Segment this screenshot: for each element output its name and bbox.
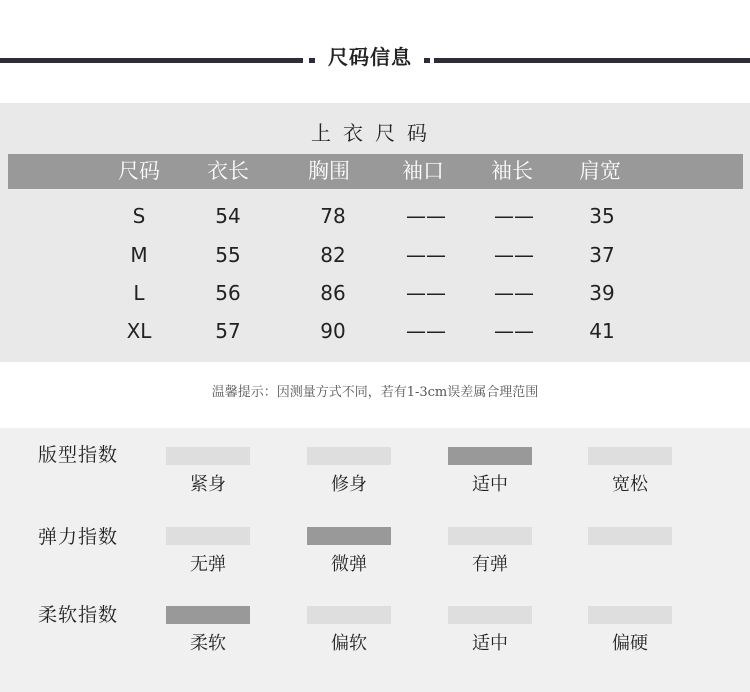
- index-label: 柔软指数: [38, 604, 119, 626]
- size-table-title: 上衣尺码: [311, 121, 439, 145]
- index-option-label: 紧身: [190, 474, 226, 495]
- header-dot-right: [424, 58, 430, 63]
- index-bar: [588, 447, 672, 465]
- measurement-tip: 温馨提示：因测量方式不同，若有1-3cm误差属合理范围: [211, 385, 539, 400]
- section-header: [0, 0, 750, 100]
- index-option: [166, 606, 250, 656]
- table-cell: S: [132, 204, 146, 228]
- table-row: [0, 314, 750, 348]
- index-option: [448, 606, 532, 656]
- header-divider-right: [434, 58, 750, 63]
- index-bar: [448, 527, 532, 545]
- index-bar: [448, 606, 532, 624]
- index-option-label: 无弹: [190, 554, 226, 575]
- table-cell: ——: [406, 243, 446, 267]
- table-cell: M: [130, 243, 148, 267]
- index-option-label: 偏硬: [612, 633, 648, 654]
- table-cell: 54: [215, 204, 241, 228]
- index-bar: [448, 447, 532, 465]
- column-header: 肩宽: [579, 159, 621, 183]
- index-option-label: 修身: [331, 474, 367, 495]
- column-header: 袖口: [402, 159, 444, 183]
- table-cell: L: [133, 281, 145, 305]
- table-cell: 55: [215, 243, 241, 267]
- header-divider-left: [0, 58, 303, 63]
- column-header: 衣长: [207, 159, 249, 183]
- section-title: 尺码信息: [328, 45, 412, 69]
- index-option: [166, 447, 250, 497]
- table-cell: 86: [320, 281, 346, 305]
- table-cell: 57: [215, 319, 241, 343]
- index-row-softness: [0, 603, 750, 683]
- table-cell: ——: [406, 319, 446, 343]
- index-option-label: 偏软: [331, 633, 367, 654]
- index-bar: [588, 527, 672, 545]
- index-option: [166, 527, 250, 577]
- index-option: [588, 447, 672, 497]
- index-bar: [307, 447, 391, 465]
- table-cell: 90: [320, 319, 346, 343]
- table-cell: 35: [589, 204, 615, 228]
- table-cell: 56: [215, 281, 241, 305]
- index-bar: [166, 527, 250, 545]
- table-cell: 41: [589, 319, 615, 343]
- column-header: 尺码: [118, 159, 160, 183]
- table-cell: 78: [320, 204, 346, 228]
- table-row: [0, 276, 750, 310]
- index-option: [307, 606, 391, 656]
- index-row-elasticity: [0, 525, 750, 605]
- index-option: [307, 447, 391, 497]
- table-cell: 82: [320, 243, 346, 267]
- table-cell: 37: [589, 243, 615, 267]
- table-row: [0, 238, 750, 272]
- table-cell: ——: [406, 204, 446, 228]
- index-option-label: 适中: [472, 633, 508, 654]
- table-cell: ——: [406, 281, 446, 305]
- index-option-label: 适中: [472, 474, 508, 495]
- index-bar: [166, 606, 250, 624]
- index-option: [307, 527, 391, 577]
- index-bar: [588, 606, 672, 624]
- table-row: [0, 199, 750, 233]
- fit-indices: [0, 428, 750, 692]
- index-option: [448, 447, 532, 497]
- index-option-label: 柔软: [190, 633, 226, 654]
- index-option-label: 微弹: [331, 554, 367, 575]
- column-header: 袖长: [491, 159, 533, 183]
- index-option-label: 宽松: [612, 474, 648, 495]
- table-cell: ——: [494, 281, 534, 305]
- index-bar: [307, 527, 391, 545]
- index-bar: [166, 447, 250, 465]
- index-option: [588, 606, 672, 656]
- index-row-fit: [0, 443, 750, 523]
- index-label: 版型指数: [38, 444, 119, 466]
- index-option: [588, 527, 672, 553]
- size-table: [0, 103, 750, 362]
- table-cell: 39: [589, 281, 615, 305]
- index-option-label: 有弹: [472, 554, 508, 575]
- index-label: 弹力指数: [38, 526, 119, 548]
- table-cell: ——: [494, 319, 534, 343]
- table-cell: ——: [494, 204, 534, 228]
- column-header: 胸围: [308, 159, 350, 183]
- table-cell: ——: [494, 243, 534, 267]
- size-table-header: [8, 154, 743, 189]
- index-option: [448, 527, 532, 577]
- index-bar: [307, 606, 391, 624]
- table-cell: XL: [126, 319, 152, 343]
